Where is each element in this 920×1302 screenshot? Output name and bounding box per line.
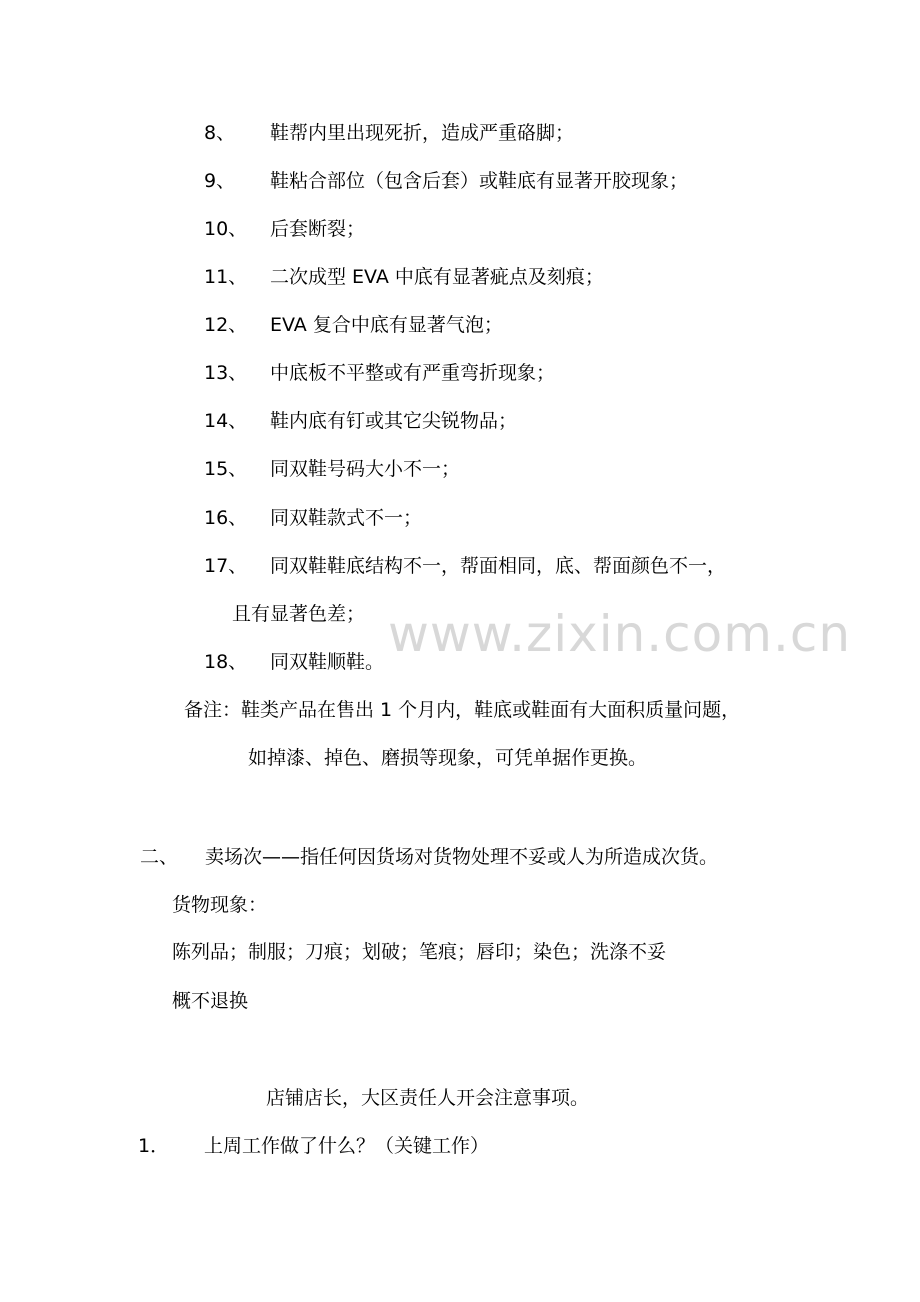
list-item-text: 二次成型 EVA 中底有显著疵点及刻痕； — [270, 266, 604, 288]
list-number: 17、 — [204, 555, 248, 577]
note-line-1: 备注：鞋类产品在售出 1 个月内，鞋底或鞋面有大面积质量问题， — [184, 699, 741, 721]
goods-list: 陈列品；制服；刀痕；划破；笔痕；唇印；染色；洗涤不妥 — [172, 941, 667, 963]
list-number: 18、 — [204, 651, 248, 673]
list-number: 12、 — [204, 314, 248, 336]
list-item-text: 同双鞋顺鞋。 — [270, 651, 385, 673]
list-item-text: 鞋帮内里出现死折，造成严重硌脚； — [270, 122, 575, 144]
list-item-text: 鞋粘合部位（包含后套）或鞋底有显著开胶现象； — [270, 170, 689, 192]
no-return-text: 概不退换 — [172, 990, 249, 1012]
list-number: 9、 — [204, 170, 236, 192]
list-number: 11、 — [204, 266, 248, 288]
list-item-text: 中底板不平整或有严重弯折现象； — [270, 362, 556, 384]
section-heading: 卖场次——指任何因货场对货物处理不妥或人为所造成次货。 — [205, 846, 719, 868]
list-number: 15、 — [204, 458, 248, 480]
note-line-2: 如掉漆、掉色、磨损等现象，可凭单据作更换。 — [248, 747, 648, 769]
list-number: 10、 — [204, 218, 248, 240]
list-item-continuation: 且有显著色差； — [232, 603, 366, 625]
list-item-text: 鞋内底有钉或其它尖锐物品； — [270, 410, 518, 432]
goods-label: 货物现象： — [172, 894, 268, 916]
list-number: 14、 — [204, 410, 248, 432]
list-number: 16、 — [204, 507, 248, 529]
list-item-text: 同双鞋号码大小不一； — [270, 458, 461, 480]
list-item-text: 同双鞋鞋底结构不一，帮面相同，底、帮面颜色不一， — [270, 555, 727, 577]
list-number: 8、 — [204, 122, 236, 144]
section-number: 二、 — [140, 846, 179, 868]
watermark: www.zixin.com.cn — [388, 605, 852, 663]
list-item-text: 后套断裂； — [270, 218, 366, 240]
list-item-text: 同双鞋款式不一； — [270, 507, 423, 529]
list-item-text: EVA 复合中底有显著气泡； — [270, 314, 503, 336]
meeting-item-text: 上周工作做了什么？（关键工作） — [204, 1135, 490, 1157]
list-number: 13、 — [204, 362, 248, 384]
meeting-item-number: 1． — [138, 1135, 170, 1157]
meeting-title: 店铺店长，大区责任人开会注意事项。 — [266, 1087, 590, 1109]
